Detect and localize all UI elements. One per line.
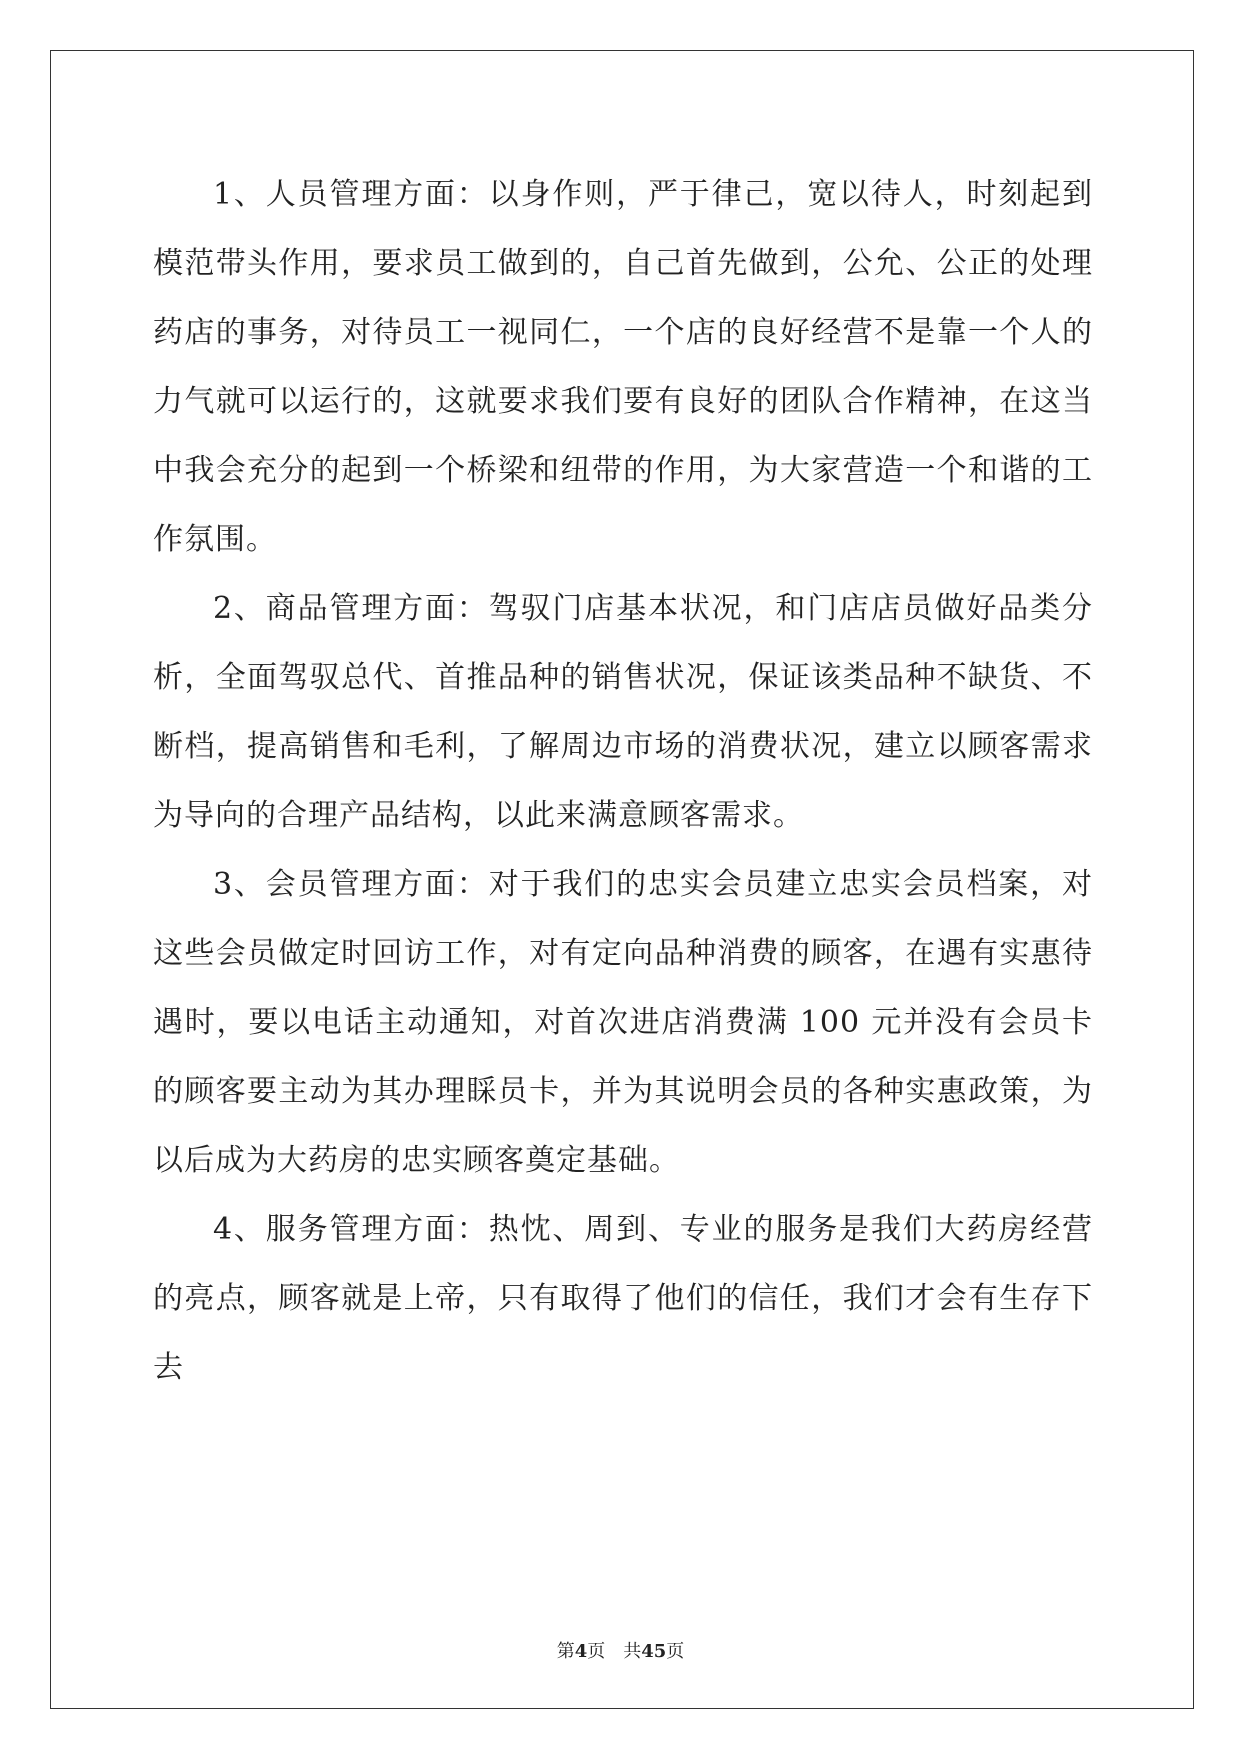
page-footer (0, 1637, 1241, 1663)
total-prefix: 共 (623, 1641, 642, 1662)
page-suffix: 页 (587, 1641, 606, 1662)
total-suffix: 页 (666, 1641, 685, 1662)
paragraph-service-management: 4、服务管理方面：热忱、周到、专业的服务是我们大药房经营的亮点，顾客就是上帝，只有取得了他们的信任，我们才会有生存下去 (153, 1212, 1093, 1385)
page-prefix: 第 (556, 1641, 575, 1662)
paragraph-personnel-management: 1、人员管理方面：以身作则，严于律己，宽以待人，时刻起到模范带头作用，要求员工做到的，自己首先做到，公允、公正的处理药店的事务，对待员工一视同仁，一个店的良好经营不是靠一个人的力气就可以运行的，这就要求我们要有良好的团队合作精神，在这当中我会充分的起到一个桥梁和纽带的作用，为大家营造一个和谐的工作氛围。 (153, 177, 1093, 557)
paragraph-member-management: 3、会员管理方面：对于我们的忠实会员建立忠实会员档案，对这些会员做定时回访工作，对有定向品种消费的顾客，在遇有实惠待遇时，要以电话主动通知，对首次进店消费满 100 元并没有会员卡的顾客要主动为其办理睬员卡，并为其说明会员的各种实惠政策，为以后成为大药房的忠实顾客奠定基础。 (153, 867, 1093, 1178)
document-body (153, 160, 1093, 1402)
paragraph-merchandise-management: 2、商品管理方面：驾驭门店基本状况，和门店店员做好品类分析，全面驾驭总代、首推品种的销售状况，保证该类品种不缺货、不断档，提高销售和毛利，了解周边市场的消费状况，建立以顾客需求为导向的合理产品结构，以此来满意顾客需求。 (153, 591, 1093, 833)
total-pages: 45 (641, 1641, 667, 1662)
page-number: 4 (574, 1641, 588, 1662)
